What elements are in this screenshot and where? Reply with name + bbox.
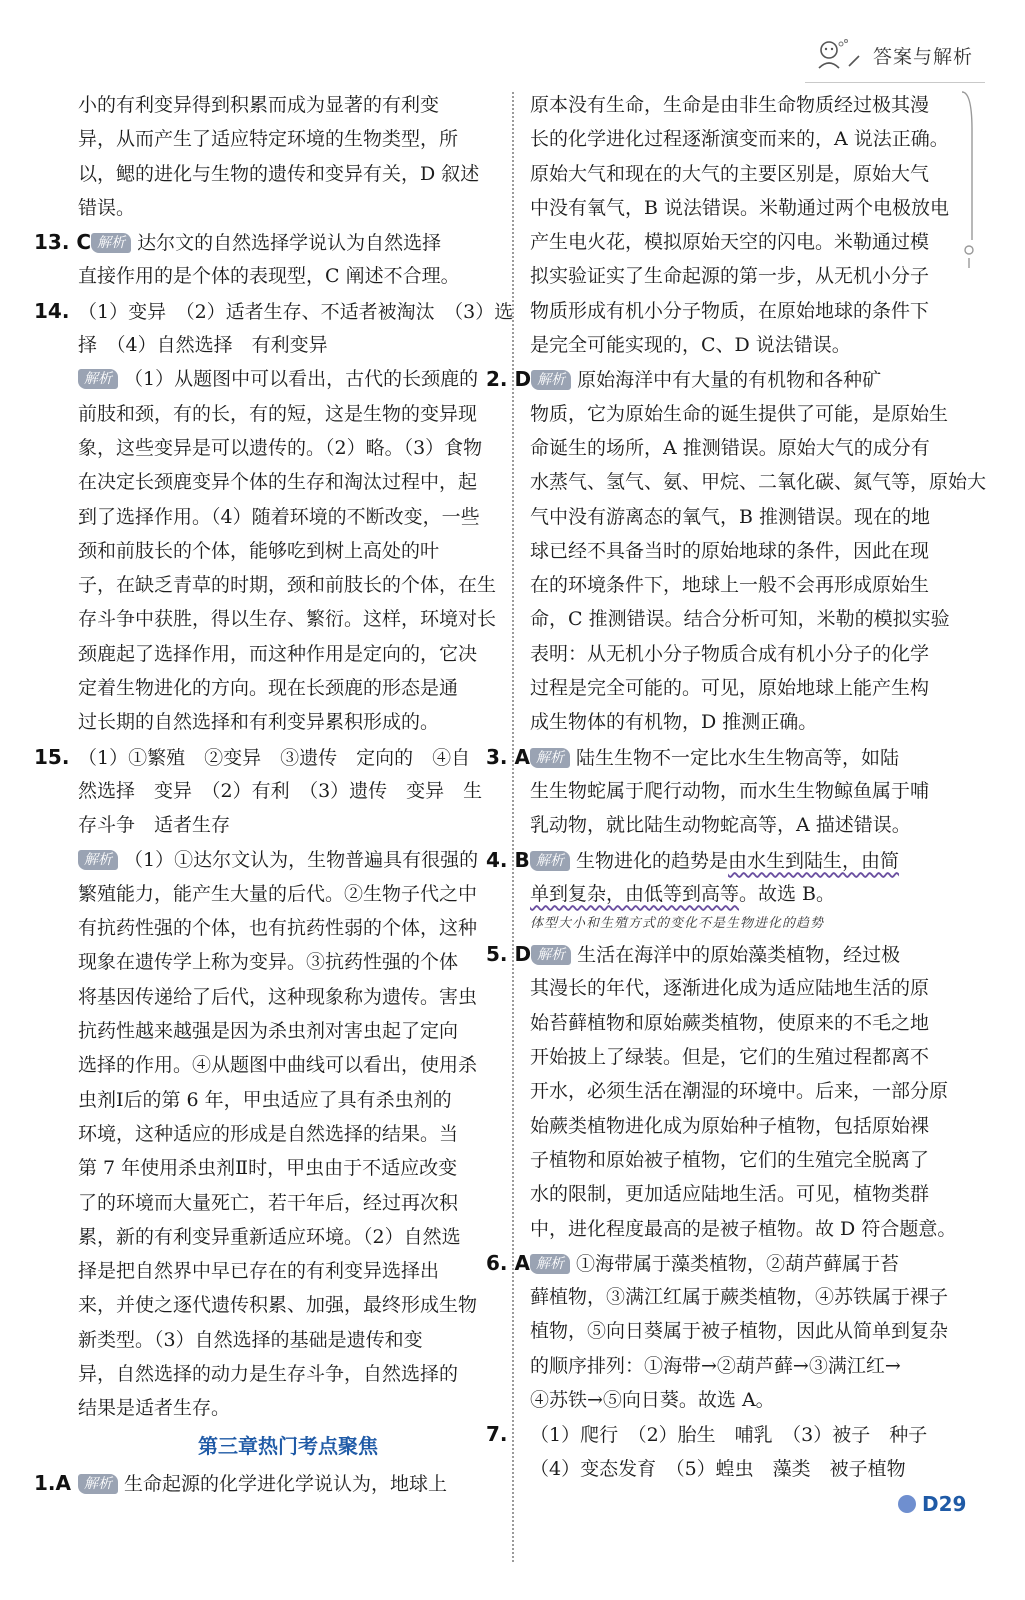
text-line bbox=[486, 843, 958, 877]
text-line bbox=[78, 877, 498, 911]
text-line bbox=[78, 122, 498, 156]
line-text: 有抗药性强的个体，也有抗药性弱的个体，这种 bbox=[78, 917, 478, 940]
question-number: 3. A bbox=[486, 744, 530, 769]
question-number: 1.A bbox=[34, 1470, 71, 1495]
section-title: 第三章热门考点聚焦 bbox=[198, 1433, 378, 1458]
page-dot-icon bbox=[898, 1495, 916, 1513]
text-line bbox=[78, 602, 498, 636]
text-line bbox=[78, 534, 498, 568]
line-text: 到了选择作用。（4）随着环境的不断改变，一些 bbox=[78, 505, 480, 528]
line-text: 过程是完全可能的。可见，原始地球上能产生构 bbox=[530, 677, 930, 700]
analysis-badge: 解析 bbox=[531, 370, 571, 390]
line-text: 虫剂Ⅰ后的第 6 年，甲虫适应了具有杀虫剂的 bbox=[78, 1088, 452, 1111]
line-text: 表明：从无机小分子物质合成有机小分子的化学 bbox=[530, 642, 930, 665]
text-line bbox=[78, 1083, 498, 1117]
question-number: 15. bbox=[34, 744, 70, 769]
text-line bbox=[78, 1288, 498, 1322]
line-text: 颈鹿起了选择作用，而这种作用是定向的，它决 bbox=[78, 642, 478, 665]
line-text: 错误。 bbox=[78, 196, 136, 219]
header-title: 答案与解析 bbox=[872, 45, 973, 68]
text-line bbox=[530, 1280, 958, 1314]
text-line bbox=[530, 294, 958, 328]
text-line bbox=[78, 1391, 498, 1425]
page-header bbox=[815, 38, 973, 72]
text-line bbox=[78, 980, 498, 1014]
text-line bbox=[78, 945, 498, 979]
line-text: 存斗争 适者生存 bbox=[78, 814, 231, 837]
text-line bbox=[78, 362, 498, 396]
line-text: 生生物蛇属于爬行动物，而水生生物鲸鱼属于哺 bbox=[530, 779, 930, 802]
line-text: ④苏铁→⑤向日葵。故选 A。 bbox=[530, 1388, 775, 1411]
line-text: （1）①繁殖 ②变异 ③遗传 定向的 ④自 bbox=[78, 746, 471, 769]
line-text: 结果是适者生存。 bbox=[78, 1397, 231, 1420]
line-text: 第 7 年使用杀虫剂Ⅱ时，甲虫由于不适应改变 bbox=[78, 1157, 458, 1180]
text-line bbox=[78, 1117, 498, 1151]
handwritten-note: 体型大小和生殖方式的变化不是生物进化的趋势 bbox=[530, 916, 825, 932]
line-text: 将基因传递给了后代，这种现象称为遗传。害虫 bbox=[78, 985, 478, 1008]
line-text: 新类型。（3）自然选择的基础是遗传和变 bbox=[78, 1328, 423, 1351]
line-text: 水蒸气、氢气、氨、甲烷、二氧化碳、氮气等，原始大 bbox=[530, 471, 987, 494]
question-number: 4. B bbox=[486, 847, 530, 872]
line-text: 拟实验证实了生命起源的第一步，从无机小分子 bbox=[530, 265, 930, 288]
line-text: 现象在遗传学上称为变异。③抗药性强的个体 bbox=[78, 951, 459, 974]
text-line bbox=[78, 1220, 498, 1254]
page-number bbox=[898, 1492, 966, 1516]
line-text: 是完全可能实现的，C、D 说法错误。 bbox=[530, 334, 851, 357]
line-text: 抗药性越来越强是因为杀虫剂对害虫起了定向 bbox=[78, 1020, 459, 1043]
line-text: 水的限制，更加适应陆地生活。可见，植物类群 bbox=[530, 1183, 930, 1206]
line-text: 择 （4）自然选择 有利变异 bbox=[78, 334, 328, 357]
text-line bbox=[530, 1314, 958, 1348]
text-line bbox=[530, 1383, 958, 1417]
line-text: 命，C 推测错误。结合分析可知，米勒的模拟实验 bbox=[530, 608, 950, 631]
text-line bbox=[78, 568, 498, 602]
text-line bbox=[530, 877, 958, 911]
line-text: （1）从题图中可以看出，古代的长颈鹿的 bbox=[124, 368, 479, 391]
line-text: 开始披上了绿装。但是，它们的生殖过程都离不 bbox=[530, 1046, 930, 1069]
text-line bbox=[530, 705, 958, 739]
line-text: 来，并使之逐代遗传积累、加强，最终形成生物 bbox=[78, 1294, 478, 1317]
text-line bbox=[530, 534, 958, 568]
analysis-badge: 解析 bbox=[91, 233, 131, 253]
line-text: （1）变异 （2）适者生存、不适者被淘汰 （3）选 bbox=[78, 300, 514, 323]
line-text: （4）变态发育 （5）蝗虫 藻类 被子植物 bbox=[530, 1457, 906, 1480]
text-line bbox=[78, 1014, 498, 1048]
text-line bbox=[530, 1212, 958, 1246]
underlined-text: 单到复杂，由低等到高等 bbox=[530, 882, 740, 905]
line-text: 在决定长颈鹿变异个体的生存和淘汰过程中，起 bbox=[78, 471, 478, 494]
line-text: 定着生物进化的方向。现在长颈鹿的形态是通 bbox=[78, 677, 459, 700]
text-line bbox=[78, 1254, 498, 1288]
text-line bbox=[78, 1048, 498, 1082]
text-line bbox=[78, 808, 498, 842]
line-text: 始苔藓植物和原始蕨类植物，使原来的不毛之地 bbox=[530, 1011, 930, 1034]
mascot-icon bbox=[815, 38, 861, 72]
line-text: 球已经不具备当时的原始地球的条件，因此在现 bbox=[530, 539, 930, 562]
line-text: ①海带属于藻类植物，②葫芦藓属于苔 bbox=[576, 1252, 900, 1275]
line-text: 在的环境条件下，地球上一般不会再形成原始生 bbox=[530, 574, 930, 597]
binding-mark-icon bbox=[960, 90, 978, 290]
line-text: 植物，⑤向日葵属于被子植物，因此从简单到复杂 bbox=[530, 1320, 949, 1343]
text-line bbox=[530, 774, 958, 808]
text-line bbox=[78, 774, 498, 808]
line-text: 存斗争中获胜，得以生存、繁衍。这样，环境对长 bbox=[78, 608, 497, 631]
text-line bbox=[34, 740, 498, 774]
text-line bbox=[78, 705, 498, 739]
question-number: 5. D bbox=[486, 942, 532, 967]
text-line bbox=[530, 122, 958, 156]
text-line bbox=[78, 397, 498, 431]
line-text: 直接作用的是个体的表现型，C 阐述不合理。 bbox=[78, 265, 460, 288]
text-line bbox=[530, 328, 958, 362]
text-line bbox=[78, 500, 498, 534]
question-number: 7. bbox=[486, 1422, 508, 1447]
line-text: 异，从而产生了适应特定环境的生物类型，所 bbox=[78, 128, 459, 151]
line-text: 以，鳃的进化与生物的遗传和变异有关，D 叙述 bbox=[78, 162, 480, 185]
text-line bbox=[34, 225, 498, 259]
line-text: 原始大气和现在的大气的主要区别是，原始大气 bbox=[530, 162, 930, 185]
text-line bbox=[34, 294, 514, 328]
question-number: 6. A bbox=[486, 1250, 530, 1275]
text-line bbox=[486, 937, 958, 971]
text-line bbox=[78, 431, 498, 465]
text-line bbox=[530, 1074, 958, 1108]
text-line bbox=[530, 602, 958, 636]
line-text: 藓植物，③满江红属于蕨类植物，④苏铁属于裸子 bbox=[530, 1286, 949, 1309]
text-line bbox=[530, 637, 958, 671]
line-text: 乳动物，就比陆生动物蛇高等，A 描述错误。 bbox=[530, 814, 911, 837]
text-line bbox=[78, 1323, 498, 1357]
line-text: 中没有氧气，B 说法错误。米勒通过两个电极放电 bbox=[530, 196, 950, 219]
line-text: （1）爬行 （2）胎生 哺乳 （3）被子 种子 bbox=[530, 1424, 928, 1447]
text-line bbox=[78, 843, 498, 877]
text-line bbox=[486, 1417, 958, 1451]
line-text: 生物进化的趋势是 bbox=[576, 849, 729, 872]
line-text: 。故选 B。 bbox=[739, 882, 836, 905]
line-text: 然选择 变异 （2）有利 （3）遗传 变异 生 bbox=[78, 779, 483, 802]
text-line bbox=[530, 1006, 958, 1040]
text-line bbox=[78, 191, 498, 225]
page-number-text: D29 bbox=[922, 1492, 967, 1516]
text-line bbox=[530, 671, 958, 705]
text-line bbox=[530, 1040, 958, 1074]
text-line bbox=[78, 328, 498, 362]
text-line bbox=[530, 431, 958, 465]
line-text: 成生物体的有机物，D 推测正确。 bbox=[530, 711, 818, 734]
text-line bbox=[78, 1151, 498, 1185]
line-text: 原本没有生命，生命是由非生命物质经过极其漫 bbox=[530, 94, 930, 116]
analysis-badge: 解析 bbox=[530, 1254, 570, 1274]
text-line bbox=[78, 1186, 498, 1220]
line-text: 生命起源的化学进化学说认为，地球上 bbox=[124, 1472, 448, 1495]
line-text: （1）①达尔文认为，生物普遍具有很强的 bbox=[124, 848, 479, 871]
text-line bbox=[486, 740, 958, 774]
underlined-text: 由水生到陆生，由简 bbox=[728, 849, 900, 872]
text-line bbox=[530, 568, 958, 602]
text-line bbox=[78, 911, 498, 945]
text-line bbox=[530, 157, 958, 191]
analysis-badge: 解析 bbox=[531, 945, 571, 965]
text-line bbox=[486, 362, 958, 396]
line-text: 生活在海洋中的原始藻类植物，经过极 bbox=[577, 944, 901, 967]
text-line bbox=[78, 259, 498, 293]
line-text: 过长期的自然选择和有利变异累积形成的。 bbox=[78, 711, 440, 734]
line-text: 的顺序排列：①海带→②葫芦藓→③满江红→ bbox=[530, 1354, 901, 1377]
line-text: 产生电火花，模拟原始天空的闪电。米勒通过模 bbox=[530, 231, 930, 254]
header-rule bbox=[805, 82, 985, 83]
line-text: 环境，这种适应的形成是自然选择的结果。当 bbox=[78, 1122, 459, 1145]
text-line bbox=[78, 1357, 498, 1391]
line-text: 命诞生的场所，A 推测错误。原始大气的成分有 bbox=[530, 436, 930, 459]
text-line bbox=[78, 637, 498, 671]
analysis-badge: 解析 bbox=[78, 369, 118, 389]
line-text: 繁殖能力，能产生大量的后代。②生物子代之中 bbox=[78, 882, 478, 905]
text-line bbox=[530, 397, 958, 431]
line-text: 物质，它为原始生命的诞生提供了可能，是原始生 bbox=[530, 402, 949, 425]
line-text: 择是把自然界中早已存在的有利变异选择出 bbox=[78, 1260, 440, 1283]
line-text: 前肢和颈，有的长，有的短，这是生物的变异现 bbox=[78, 402, 478, 425]
line-text: 其漫长的年代，逐渐进化成为适应陆地生活的原 bbox=[530, 977, 930, 1000]
line-text: 了的环境而大量死亡，若干年后，经过再次积 bbox=[78, 1191, 459, 1214]
analysis-badge: 解析 bbox=[78, 1474, 118, 1494]
text-line bbox=[530, 225, 958, 259]
analysis-badge: 解析 bbox=[530, 851, 570, 871]
line-text: 始蕨类植物进化成为原始种子植物，包括原始裸 bbox=[530, 1114, 930, 1137]
question-number: 14. bbox=[34, 298, 70, 323]
text-line bbox=[530, 1177, 958, 1211]
line-text: 中，进化程度最高的是被子植物。故 D 符合题意。 bbox=[530, 1217, 957, 1240]
line-text: 小的有利变异得到积累而成为显著的有利变 bbox=[78, 94, 440, 116]
analysis-badge: 解析 bbox=[530, 748, 570, 768]
line-text: 象，这些变异是可以遗传的。（2）略。（3）食物 bbox=[78, 436, 483, 459]
text-line bbox=[78, 88, 498, 122]
line-text: 子植物和原始被子植物，它们的生殖完全脱离了 bbox=[530, 1148, 930, 1171]
analysis-badge: 解析 bbox=[78, 850, 118, 870]
line-text: 异，自然选择的动力是生存斗争，自然选择的 bbox=[78, 1362, 459, 1385]
text-line bbox=[78, 671, 498, 705]
line-text: 陆生生物不一定比水生生物高等，如陆 bbox=[576, 746, 900, 769]
line-text: 长的化学进化过程逐渐演变而来的，A 说法正确。 bbox=[530, 128, 949, 151]
text-line bbox=[530, 1452, 958, 1486]
text-line bbox=[530, 1109, 958, 1143]
text-line bbox=[530, 808, 958, 842]
text-line bbox=[78, 465, 498, 499]
text-line bbox=[530, 88, 958, 122]
right-column bbox=[486, 88, 987, 1486]
line-text: 原始海洋中有大量的有机物和各种矿 bbox=[577, 369, 882, 392]
text-line bbox=[530, 1349, 958, 1383]
line-text: 累，新的有利变异重新适应环境。（2）自然选 bbox=[78, 1225, 461, 1248]
line-text: 开水，必须生活在潮湿的环境中。后来，一部分原 bbox=[530, 1080, 949, 1103]
question-number: 2. D bbox=[486, 367, 532, 392]
text-line bbox=[486, 1246, 958, 1280]
text-line bbox=[530, 465, 987, 499]
text-line bbox=[34, 1466, 498, 1500]
line-text: 气中没有游离态的氧气，B 推测错误。现在的地 bbox=[530, 505, 931, 528]
question-number: 13. C bbox=[34, 230, 92, 255]
line-text: 选择的作用。④从题图中曲线可以看出，使用杀 bbox=[78, 1054, 478, 1077]
text-line bbox=[530, 971, 958, 1005]
line-text: 达尔文的自然选择学说认为自然选择 bbox=[137, 232, 442, 255]
text-line bbox=[530, 500, 958, 534]
line-text: 子，在缺乏青草的时期，颈和前肢长的个体，在生 bbox=[78, 574, 497, 597]
text-line bbox=[530, 191, 958, 225]
text-line bbox=[530, 259, 958, 293]
text-line bbox=[530, 1143, 958, 1177]
line-text: 物质形成有机小分子物质，在原始地球的条件下 bbox=[530, 299, 930, 322]
text-line bbox=[78, 157, 498, 191]
line-text: 颈和前肢长的个体，能够吃到树上高处的叶 bbox=[78, 539, 440, 562]
